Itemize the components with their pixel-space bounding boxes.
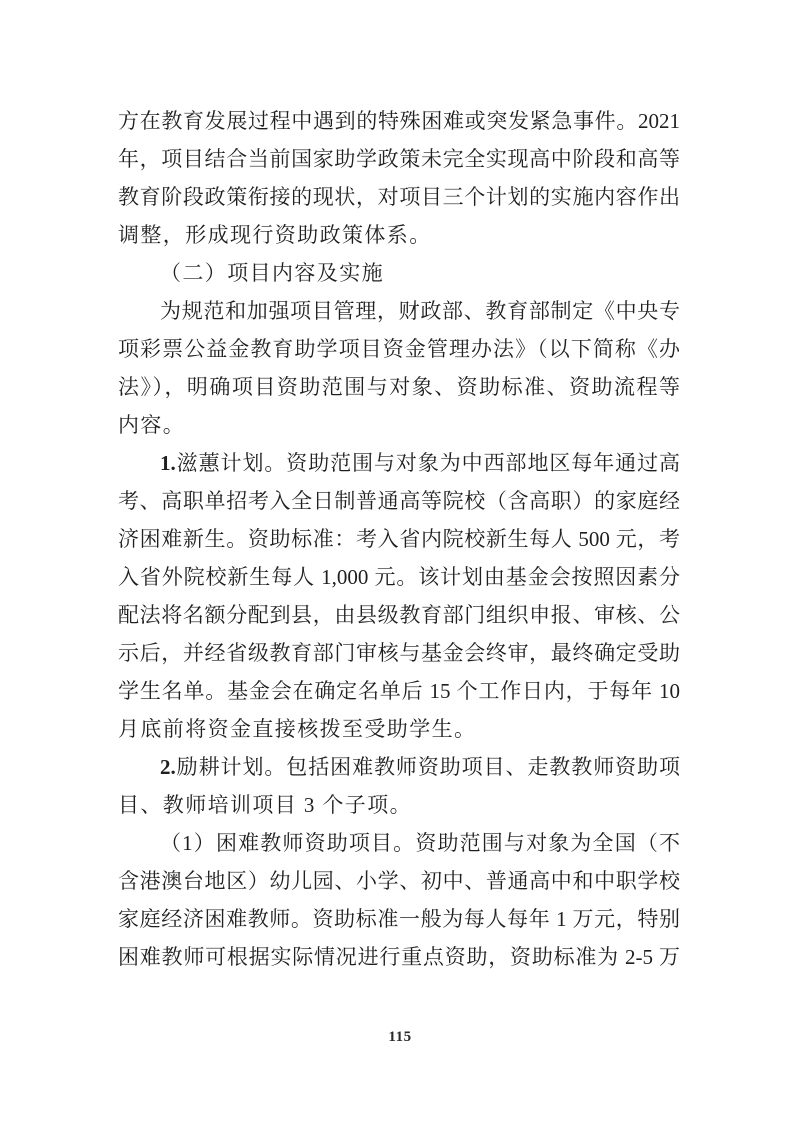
text-line: 入省外院校新生每人 1,000 元。该计划由基金会按照因素分 [118, 565, 680, 589]
text-line: 教育阶段政策衔接的现状，对项目三个计划的实施内容作出 [118, 185, 680, 209]
text-line: 月底前将资金直接核拨至受助学生。 [118, 717, 477, 741]
text-line: 学生名单。基金会在确定名单后 15 个工作日内，于每年 10 [118, 679, 680, 703]
text-line: 家庭经济困难教师。资助标准一般为每人每年 1 万元，特别 [118, 907, 680, 931]
text-line: 示后，并经省级教育部门审核与基金会终审，最终确定受助 [118, 641, 680, 665]
text-line: 调整，形成现行资助政策体系。 [118, 223, 432, 247]
text-line: 困难教师可根据实际情况进行重点资助，资助标准为 2-5 万 [118, 945, 680, 969]
text-line: 济困难新生。资助标准：考入省内院校新生每人 500 元，考 [118, 527, 680, 551]
document-body [118, 102, 680, 976]
list-number: 2. [160, 755, 176, 779]
text-line: 1.滋蕙计划。资助范围与对象为中西部地区每年通过高 [160, 451, 680, 475]
text-line: （二）项目内容及实施 [160, 261, 384, 285]
text-line: 目、教师培训项目 3 个子项。 [118, 793, 412, 817]
page-number: 115 [388, 1029, 412, 1045]
text-line: （1）困难教师资助项目。资助范围与对象为全国（不 [160, 831, 680, 855]
text-line: 配法将名额分配到县，由县级教育部门组织申报、审核、公 [118, 603, 680, 627]
text-line: 法》），明确项目资助范围与对象、资助标准、资助流程等 [118, 375, 680, 399]
text-line: 项彩票公益金教育助学项目资金管理办法》（以下简称《办 [118, 337, 680, 361]
text-line: 为规范和加强项目管理，财政部、教育部制定《中央专 [160, 299, 680, 323]
text-line: 年，项目结合当前国家助学政策未完全实现高中阶段和高等 [118, 147, 680, 171]
text-line: 方在教育发展过程中遇到的特殊困难或突发紧急事件。2021 [118, 109, 680, 133]
text-line: 内容。 [118, 413, 186, 437]
text-line: 含港澳台地区）幼儿园、小学、初中、普通高中和中职学校 [118, 869, 680, 893]
list-number: 1. [160, 451, 176, 475]
text-line: 2.励耕计划。包括困难教师资助项目、走教教师资助项 [160, 755, 680, 779]
text-line: 考、高职单招考入全日制普通高等院校（含高职）的家庭经 [118, 489, 680, 513]
